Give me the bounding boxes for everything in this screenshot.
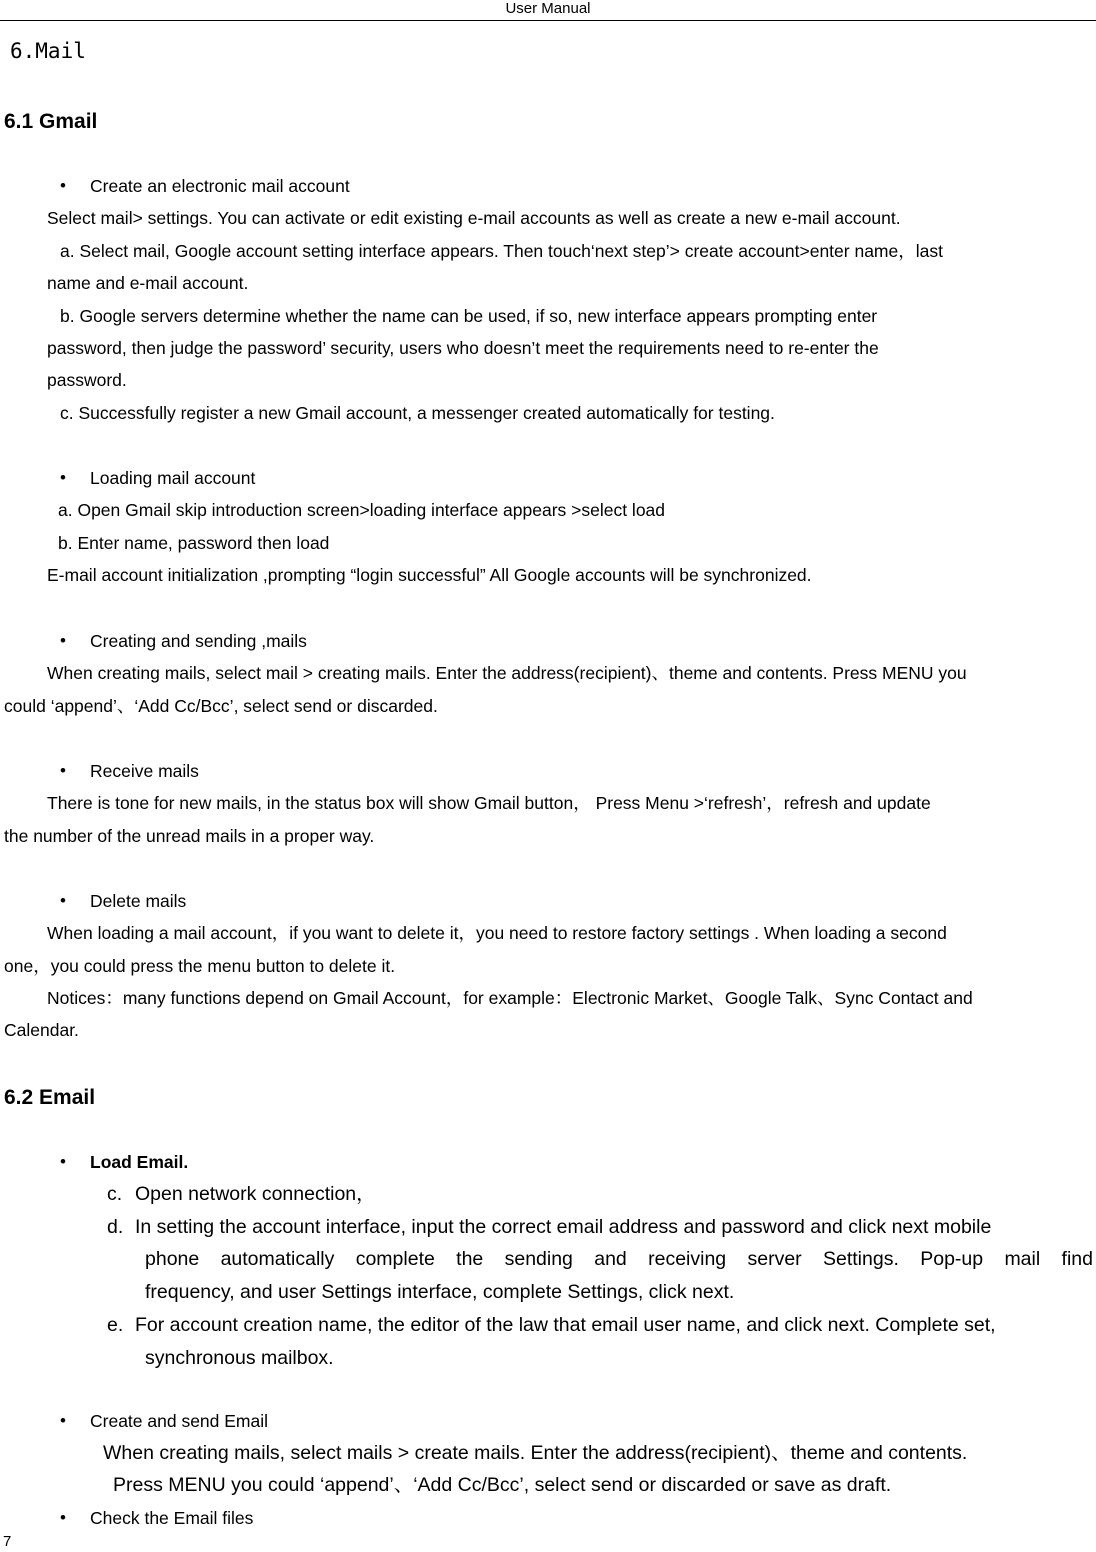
word: and: [594, 1248, 627, 1270]
bullet-create-send-email: Create and send Email: [90, 1411, 269, 1431]
creating-line2: could ‘append’、‘Add Cc/Bcc’, select send or discarded.: [4, 696, 438, 716]
load-step-d-line3: frequency, and user Settings interface, complete Settings, click next.: [145, 1281, 735, 1303]
create-step-b-line2: password, then judge the password’ security, users who doesn’t meet the requirements need to re-enter the: [47, 338, 879, 358]
section-title-email: 6.2 Email: [4, 1086, 96, 1109]
receive-line2: the number of the unread mails in a proper way.: [4, 826, 375, 846]
bullet-dot-icon: •: [60, 1411, 66, 1430]
word: automatically: [220, 1248, 335, 1270]
section-title-gmail: 6.1 Gmail: [4, 110, 98, 133]
word: mail: [1004, 1248, 1041, 1270]
bullet-dot-icon: •: [60, 1152, 66, 1171]
page-number: 7: [3, 1533, 12, 1550]
loading-step-b: b. Enter name, password then load: [58, 533, 330, 553]
send-line1: When creating mails, select mails > create mails. Enter the address(recipient)、theme and contents.: [103, 1442, 968, 1464]
running-header: User Manual: [505, 0, 591, 17]
create-step-b-line1: b. Google servers determine whether the name can be used, if so, new interface appears prompting enter: [60, 306, 878, 326]
load-step-c-marker: c.: [107, 1183, 123, 1205]
load-step-e-marker: e.: [107, 1314, 124, 1336]
delete-line2: one，you could press the menu button to delete it.: [4, 956, 396, 976]
bullet-receive-mails: Receive mails: [90, 761, 199, 781]
create-step-a-line1: a. Select mail, Google account setting interface appears. Then touch‘next step’> create account>enter name，last: [60, 241, 943, 261]
bullet-create-account: Create an electronic mail account: [90, 176, 350, 196]
header-rule: [0, 20, 1096, 21]
bullet-dot-icon: •: [60, 468, 66, 487]
creating-line1: When creating mails, select mail > creating mails. Enter the address(recipient)、theme and contents. Press MENU you: [47, 663, 967, 683]
word: receiving: [648, 1248, 727, 1270]
bullet-dot-icon: •: [60, 631, 66, 650]
word: find: [1061, 1248, 1093, 1270]
bullet-check-email-files: Check the Email files: [90, 1508, 254, 1528]
bullet-load-email: Load Email.: [90, 1152, 189, 1172]
word: Pop-up: [920, 1248, 984, 1270]
bullet-dot-icon: •: [60, 891, 66, 910]
delete-line1: When loading a mail account，if you want to delete it，you need to restore factory settings . When loading a second: [47, 923, 947, 943]
bullet-loading-account: Loading mail account: [90, 468, 256, 488]
load-step-d-line2: [145, 1247, 1093, 1271]
create-step-a-line2: name and e-mail account.: [47, 273, 249, 293]
word: Settings.: [823, 1248, 899, 1270]
load-step-e-line1: For account creation name, the editor of the law that email user name, and click next. Complete set,: [135, 1314, 996, 1336]
word: sending: [504, 1248, 573, 1270]
create-intro: Select mail> settings. You can activate or edit existing e-mail accounts as well as create a new e-mail account.: [47, 208, 901, 228]
loading-step-a: a. Open Gmail skip introduction screen>loading interface appears >select load: [58, 500, 666, 520]
word: the: [456, 1248, 484, 1270]
load-step-c: Open network connection，: [135, 1183, 376, 1205]
load-step-d-line1: In setting the account interface, input the correct email address and password and click next mobile: [135, 1216, 992, 1238]
word: phone: [145, 1248, 200, 1270]
send-line2: Press MENU you could ‘append’、‘Add Cc/Bcc’, select send or discarded or save as draft.: [113, 1474, 892, 1496]
load-step-d-marker: d.: [107, 1216, 124, 1238]
bullet-dot-icon: •: [60, 761, 66, 780]
word: server: [747, 1248, 802, 1270]
chapter-title: 6.Mail: [10, 39, 86, 63]
notice-line1: Notices：many functions depend on Gmail Account，for example：Electronic Market、Google Talk、Sync Contact and: [47, 988, 973, 1008]
notice-line2: Calendar.: [4, 1020, 79, 1040]
create-step-b-line3: password.: [47, 370, 127, 390]
loading-note: E-mail account initialization ,prompting “login successful” All Google accounts will be synchronized.: [47, 565, 812, 585]
load-step-e-line2: synchronous mailbox.: [145, 1347, 334, 1369]
word: complete: [355, 1248, 435, 1270]
bullet-creating-sending: Creating and sending ,mails: [90, 631, 307, 651]
create-step-c: c. Successfully register a new Gmail account, a messenger created automatically for testing.: [60, 403, 775, 423]
bullet-delete-mails: Delete mails: [90, 891, 187, 911]
bullet-dot-icon: •: [60, 1508, 66, 1527]
receive-line1: There is tone for new mails, in the status box will show Gmail button， Press Menu >‘refresh’，refresh and update: [47, 793, 931, 813]
bullet-dot-icon: •: [60, 176, 66, 195]
